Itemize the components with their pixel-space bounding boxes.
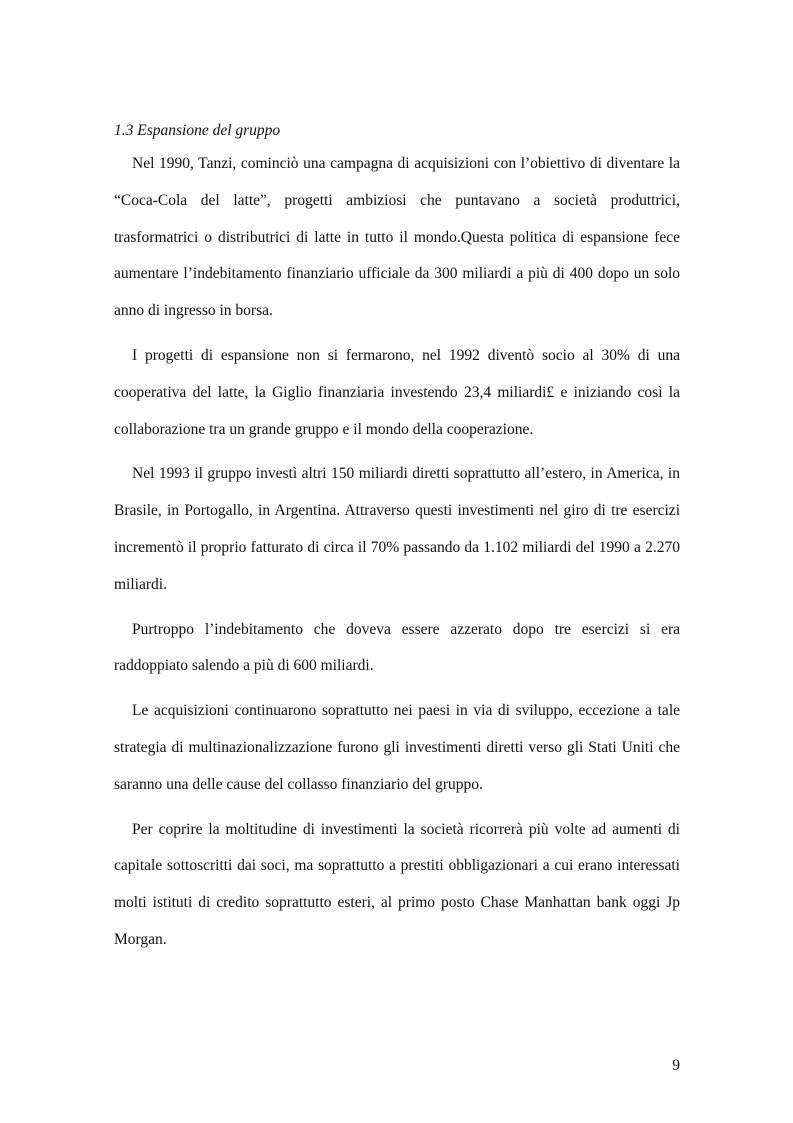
section-heading: 1.3 Espansione del gruppo	[114, 122, 281, 139]
paragraph-2: I progetti di espansione non si fermarono, nel 1992 diventò socio al 30% di una cooperativa del latte, la Giglio finanziaria investendo 23,4 miliardi£ e iniziando così la collaborazione tra un grande gruppo e il mondo della cooperazione.	[114, 346, 680, 438]
paragraph-1: Nel 1990, Tanzi, cominciò una campagna di acquisizioni con l’obiettivo di diventare la “Coca-Cola del latte”, progetti ambiziosi che puntavano a società produttrici, trasformatrici o distributrici di latte in tutto il mondo.Questa politica di espansione fece aumentare l’indebitamento finanziario ufficiale da 300 miliardi a più di 400 dopo un solo anno di ingresso in borsa.	[114, 155, 680, 320]
paragraph-5: Le acquisizioni continuarono soprattutto nei paesi in via di sviluppo, eccezione a tale strategia di multinazionalizzazione furono gli investimenti diretti verso gli Stati Uniti che saranno una delle cause del collasso finanziario del gruppo.	[114, 702, 680, 793]
paragraph-3: Nel 1993 il gruppo investì altri 150 miliardi diretti soprattutto all’estero, in America, in Brasile, in Portogallo, in Argentina. Attraverso questi investimenti nel giro di tre esercizi incrementò il proprio fatturato di circa il 70% passando da 1.102 miliardi del 1990 a 2.270 miliardi.	[114, 465, 680, 593]
page-number: 9	[672, 1057, 680, 1074]
paragraph-4: Purtroppo l’indebitamento che doveva essere azzerato dopo tre esercizi si era raddoppiato salendo a più di 600 miliardi.	[114, 620, 680, 675]
page-body	[114, 118, 680, 967]
paragraph-6: Per coprire la moltitudine di investimenti la società ricorrerà più volte ad aumenti di capitale sottoscritti dai soci, ma soprattutto a prestiti obbligazionari a cui erano interessati molti istituti di credito soprattutto esteri, al primo posto Chase Manhattan bank oggi Jp Morgan.	[114, 820, 680, 948]
